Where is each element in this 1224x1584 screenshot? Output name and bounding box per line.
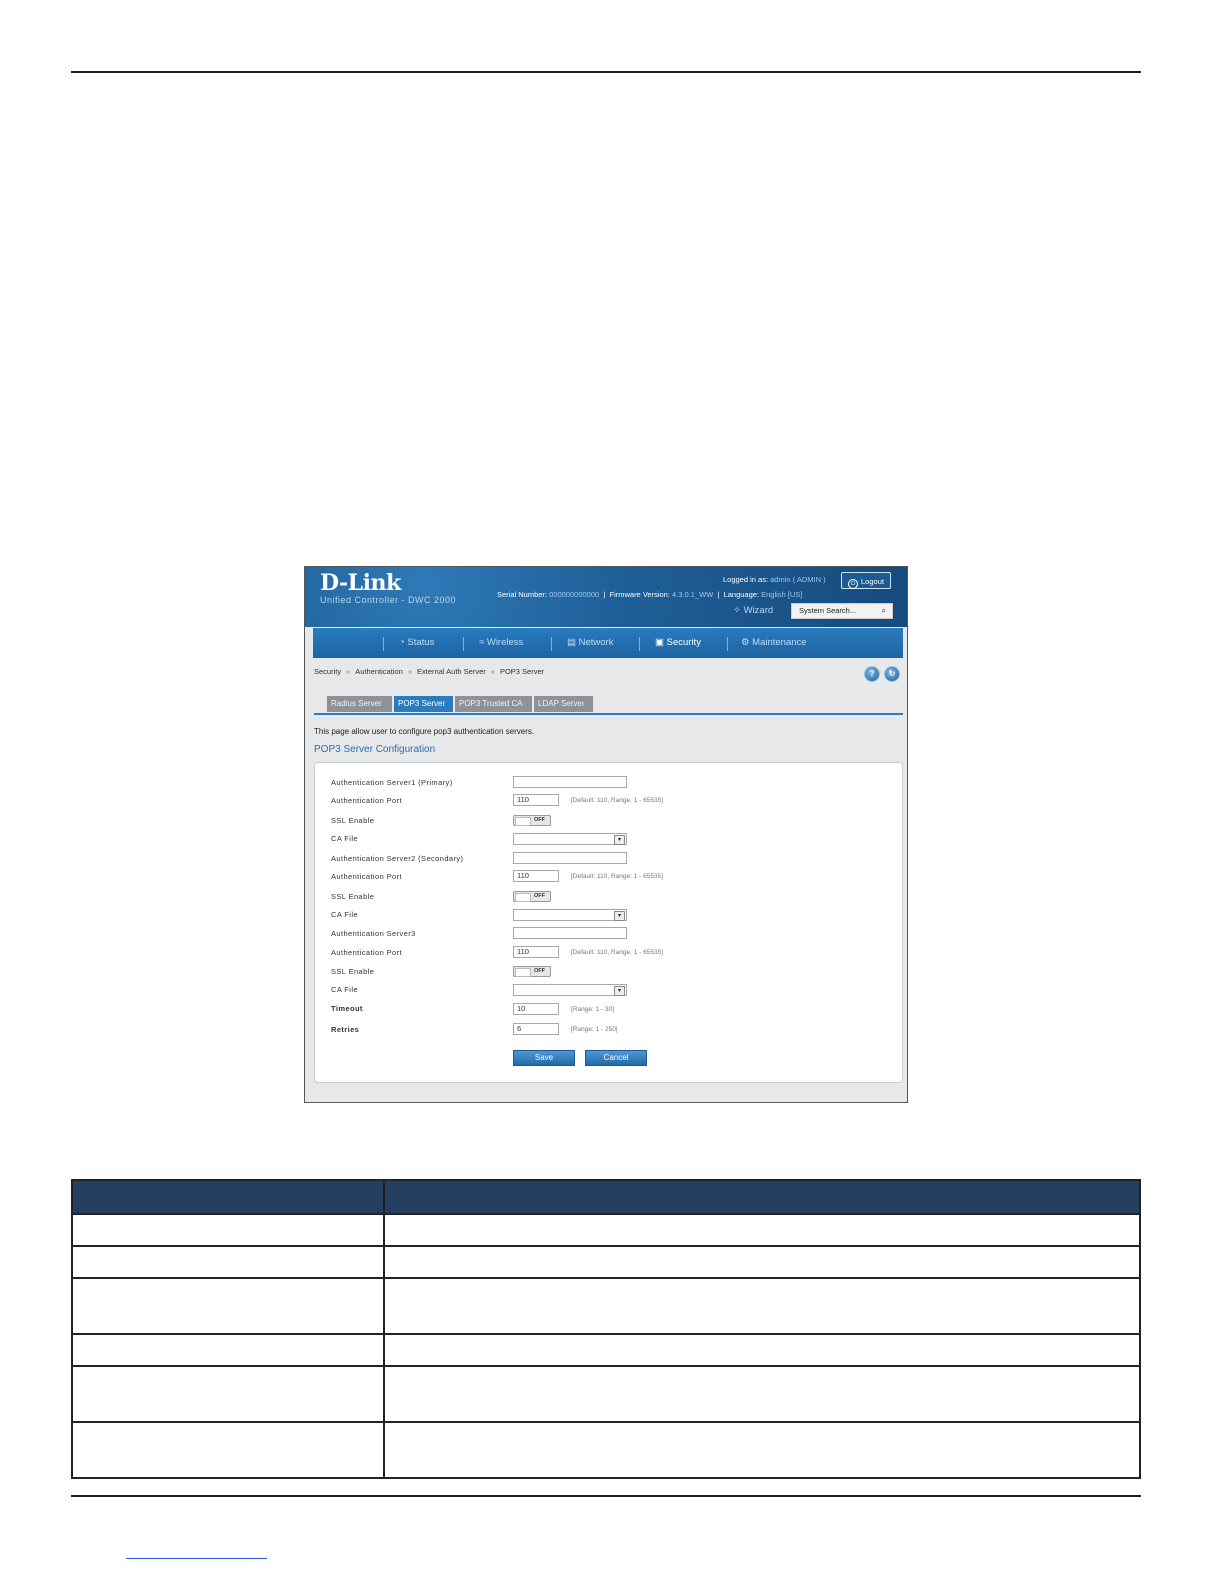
port3-hint: [Default: 110, Range: 1 - 65535] [571,949,664,956]
chevron-down-icon: ▾ [614,911,625,921]
tab-ldap-server[interactable]: LDAP Server [534,696,593,712]
nav-divider [639,637,640,651]
port1-input[interactable]: 110 [513,794,559,806]
table-cell [384,1214,1140,1246]
server1-input[interactable] [513,776,627,788]
server2-input[interactable] [513,852,627,864]
wand-icon: ✧ [733,605,741,616]
toggle-knob [515,968,531,977]
ssl2-state: OFF [534,893,545,899]
port2-label: Authentication Port [331,872,402,881]
server3-label: Authentication Server3 [331,929,416,938]
retries-label: Retries [331,1025,360,1034]
logged-in-label: Logged in as: [723,575,769,584]
ssl2-toggle[interactable] [513,891,551,902]
breadcrumb-item: POP3 Server [499,667,545,676]
save-button[interactable]: Save [513,1050,575,1066]
tab-radius-server[interactable]: Radius Server [327,696,392,712]
breadcrumb-item[interactable]: Authentication [355,667,403,676]
port2-input[interactable]: 110 [513,870,559,882]
refresh-icon[interactable]: ↻ [884,666,900,682]
logout-button[interactable] [841,572,891,589]
pop3-server-screenshot [304,566,908,1103]
ssl3-state: OFF [534,968,545,974]
table-row [72,1214,1140,1246]
table-cell [72,1278,384,1334]
table-header-cell [72,1180,384,1214]
nav-security[interactable] [655,628,701,658]
table-cell [72,1246,384,1278]
tab-pop3-trusted-ca[interactable]: POP3 Trusted CA [455,696,532,712]
wizard-label: Wizard [743,605,774,616]
header-rule [71,71,1141,73]
nav-divider [727,637,728,651]
port3-input[interactable]: 110 [513,946,559,958]
tab-pop3-server[interactable]: POP3 Server [394,696,453,712]
cancel-button[interactable]: Cancel [585,1050,647,1066]
nav-network-label: Network [578,637,614,648]
ssl1-label: SSL Enable [331,816,375,825]
gear-icon: ⚙ [741,637,750,648]
table-cell [72,1334,384,1366]
table-cell [384,1278,1140,1334]
ca3-label: CA File [331,985,358,994]
ssl1-toggle[interactable] [513,815,551,826]
table-cell [72,1366,384,1422]
ca3-select[interactable] [513,984,627,996]
timeout-hint: [Range: 1 - 30] [571,1006,614,1013]
breadcrumb: Security » Authentication » External Auth Server » POP3 Server [314,667,545,676]
breadcrumb-item[interactable]: External Auth Server [416,667,486,676]
system-search-input[interactable] [791,603,893,619]
brand-logo: D-Link [320,570,401,596]
nav-network[interactable] [567,628,613,658]
chevron-down-icon: ▾ [614,986,625,996]
field-description-table [71,1179,1141,1479]
lock-icon: ▣ [655,637,664,648]
table-row [72,1278,1140,1334]
retries-input[interactable]: 6 [513,1023,559,1035]
tab-underline [314,713,903,715]
serial-label: Serial Number: [497,590,548,599]
ssl3-label: SSL Enable [331,967,375,976]
table-cell [384,1246,1140,1278]
ca2-label: CA File [331,910,358,919]
table-cell [384,1334,1140,1366]
server3-input[interactable] [513,927,627,939]
table-cell [72,1422,384,1478]
language-label: Language: [723,590,760,599]
power-icon: ⏻ [848,579,858,589]
footer-link-underline[interactable] [126,1558,267,1559]
nav-maintenance[interactable] [741,628,807,658]
table-cell [72,1214,384,1246]
app-header [305,567,907,627]
config-panel [314,762,903,1083]
toggle-knob [515,817,531,826]
ssl2-label: SSL Enable [331,892,375,901]
port1-hint: [Default: 110, Range: 1 - 65535] [571,797,664,804]
toggle-knob [515,893,531,902]
language-value[interactable]: English [US] [761,590,803,599]
chevron-down-icon: ▾ [614,835,625,845]
retries-hint: [Range: 1 - 250] [571,1026,618,1033]
firmware-value: 4.3.0.1_WW [672,590,714,599]
table-cell [384,1366,1140,1422]
serial-value: 000000000000 [549,590,600,599]
port1-label: Authentication Port [331,796,402,805]
nav-status[interactable] [399,628,434,658]
server1-label: Authentication Server1 (Primary) [331,778,453,787]
port2-hint: [Default: 110, Range: 1 - 65535] [571,873,664,880]
ssl1-state: OFF [534,817,545,823]
table-cell [384,1422,1140,1478]
search-icon: ⌕ [881,606,886,615]
section-title: POP3 Server Configuration [314,744,436,755]
gauge-icon: ◔ [399,637,405,648]
main-nav [313,628,903,658]
ca2-select[interactable] [513,909,627,921]
timeout-input[interactable]: 10 [513,1003,559,1015]
server2-label: Authentication Server2 (Secondary) [331,854,464,863]
ca1-label: CA File [331,834,358,843]
nav-maintenance-label: Maintenance [752,637,807,648]
nav-divider [383,637,384,651]
ssl3-toggle[interactable] [513,966,551,977]
help-icon[interactable]: ? [864,666,880,682]
table-header-cell [384,1180,1140,1214]
table-row [72,1366,1140,1422]
network-icon: ▤ [567,637,576,648]
logged-in-user[interactable]: admin ( ADMIN ) [770,575,826,584]
table-header-row [72,1180,1140,1214]
port3-label: Authentication Port [331,948,402,957]
nav-status-label: Status [407,637,435,648]
breadcrumb-item[interactable]: Security [314,667,342,676]
nav-divider [463,637,464,651]
device-info: Serial Number: 000000000000 | Firmware Version: 4.3.0.1_WW | Language: English [US] [497,590,803,599]
wifi-icon: ≈ [479,637,485,648]
footer-rule [71,1495,1141,1497]
product-name: Unified Controller - DWC 2000 [320,595,457,605]
page-description: This page allow user to configure pop3 authentication servers. [314,727,535,736]
logout-label: Logout [861,577,884,586]
firmware-label: Firmware Version: [609,590,670,599]
nav-divider [551,637,552,651]
wizard-link[interactable] [733,605,773,616]
table-row [72,1246,1140,1278]
table-row [72,1334,1140,1366]
nav-wireless-label: Wireless [486,637,524,648]
table-row [72,1422,1140,1478]
timeout-label: Timeout [331,1004,363,1013]
search-placeholder: System Search... [799,606,857,615]
login-info [723,575,826,584]
nav-security-label: Security [666,637,701,648]
nav-wireless[interactable] [479,628,523,658]
ca1-select[interactable] [513,833,627,845]
